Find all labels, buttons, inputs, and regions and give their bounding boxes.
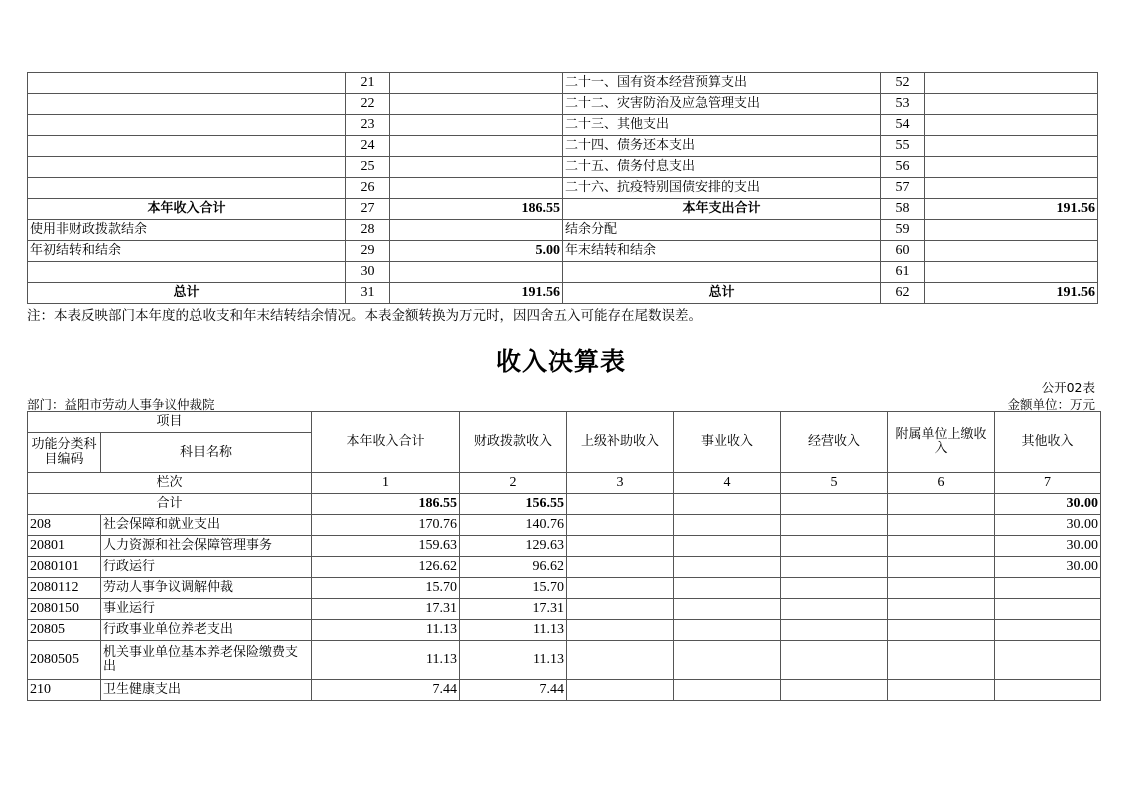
table-row: [28, 515, 1101, 536]
value-cell: [674, 680, 781, 701]
summary-cell-amount2: [925, 262, 1098, 283]
summary-cell-left: [28, 136, 346, 157]
value-cell: [781, 578, 888, 599]
summary-cell-left: 本年收入合计: [28, 199, 346, 220]
value-cell: [888, 599, 995, 620]
header-row-1: [28, 412, 1101, 433]
summary-cell-no: 28: [346, 220, 390, 241]
value-cell: [674, 536, 781, 557]
table-row: [28, 620, 1101, 641]
summary-row: [28, 178, 1098, 199]
subject-name: 机关事业单位基本养老保险缴费支出: [101, 641, 312, 680]
summary-cell-item: 年末结转和结余: [563, 241, 881, 262]
value-cell: 30.00: [995, 536, 1101, 557]
total-cell: 156.55: [460, 494, 567, 515]
summary-cell-left: 总计: [28, 283, 346, 304]
total-cell: [674, 494, 781, 515]
summary-cell-no2: 60: [881, 241, 925, 262]
value-cell: 7.44: [312, 680, 460, 701]
total-cell: [888, 494, 995, 515]
subject-name: 事业运行: [101, 599, 312, 620]
summary-cell-no2: 61: [881, 262, 925, 283]
subject-code: 2080112: [28, 578, 101, 599]
summary-cell-item: 二十二、灾害防治及应急管理支出: [563, 94, 881, 115]
summary-cell-no2: 56: [881, 157, 925, 178]
column-number: 6: [888, 473, 995, 494]
summary-cell-amount: [390, 115, 563, 136]
value-cell: [674, 599, 781, 620]
header-subject-name: 科目名称: [101, 433, 312, 473]
subject-code: 20801: [28, 536, 101, 557]
income-table-body: [28, 515, 1101, 701]
header-affiliated: 附属单位上缴收入: [888, 412, 995, 473]
header-fiscal: 财政拨款收入: [460, 412, 567, 473]
summary-cell-amount2: [925, 157, 1098, 178]
subject-name: 卫生健康支出: [101, 680, 312, 701]
column-number: 1: [312, 473, 460, 494]
subject-name: 行政运行: [101, 557, 312, 578]
value-cell: [888, 536, 995, 557]
summary-cell-amount: [390, 178, 563, 199]
summary-cell-no2: 57: [881, 178, 925, 199]
value-cell: [995, 680, 1101, 701]
summary-cell-item: 二十五、债务付息支出: [563, 157, 881, 178]
summary-cell-amount2: [925, 241, 1098, 262]
summary-cell-no2: 58: [881, 199, 925, 220]
unit-label: 金额单位：万元: [1007, 397, 1095, 412]
summary-cell-left: [28, 262, 346, 283]
column-number: 4: [674, 473, 781, 494]
value-cell: [888, 557, 995, 578]
summary-cell-amount2: 191.56: [925, 199, 1098, 220]
summary-cell-amount2: [925, 115, 1098, 136]
column-number: 3: [567, 473, 674, 494]
value-cell: [888, 641, 995, 680]
subject-code: 2080101: [28, 557, 101, 578]
header-other: 其他收入: [995, 412, 1101, 473]
summary-cell-amount: [390, 136, 563, 157]
summary-cell-amount: [390, 220, 563, 241]
subject-name: 劳动人事争议调解仲裁: [101, 578, 312, 599]
summary-cell-amount: 191.56: [390, 283, 563, 304]
value-cell: [567, 599, 674, 620]
summary-cell-left: 使用非财政拨款结余: [28, 220, 346, 241]
value-cell: 7.44: [460, 680, 567, 701]
value-cell: [995, 620, 1101, 641]
header-business: 事业收入: [674, 412, 781, 473]
value-cell: [995, 599, 1101, 620]
summary-cell-amount: 5.00: [390, 241, 563, 262]
value-cell: [674, 620, 781, 641]
value-cell: 11.13: [460, 620, 567, 641]
value-cell: [995, 641, 1101, 680]
subject-name: 社会保障和就业支出: [101, 515, 312, 536]
summary-cell-left: [28, 115, 346, 136]
summary-row: [28, 73, 1098, 94]
summary-table: [27, 72, 1098, 304]
income-table: [27, 411, 1101, 701]
summary-cell-no: 31: [346, 283, 390, 304]
summary-cell-amount2: [925, 73, 1098, 94]
table-row: [28, 641, 1101, 680]
total-label: 合计: [28, 494, 312, 515]
column-number: 2: [460, 473, 567, 494]
subject-name: 行政事业单位养老支出: [101, 620, 312, 641]
summary-row: [28, 283, 1098, 304]
subject-code: 208: [28, 515, 101, 536]
subject-code: 20805: [28, 620, 101, 641]
summary-table-body: [28, 73, 1098, 304]
value-cell: 126.62: [312, 557, 460, 578]
table-row: [28, 536, 1101, 557]
table-note: 注：本表反映部门本年度的总收支和年末结转结余情况。本表金额转换为万元时，因四舍五入可能存在尾数误差。: [27, 308, 702, 324]
value-cell: [888, 620, 995, 641]
summary-cell-no2: 55: [881, 136, 925, 157]
value-cell: 140.76: [460, 515, 567, 536]
total-cell: [567, 494, 674, 515]
table-row: [28, 599, 1101, 620]
value-cell: 11.13: [460, 641, 567, 680]
value-cell: 17.31: [460, 599, 567, 620]
value-cell: [781, 641, 888, 680]
summary-cell-no: 29: [346, 241, 390, 262]
summary-cell-amount2: 191.56: [925, 283, 1098, 304]
summary-row: [28, 115, 1098, 136]
summary-cell-no: 23: [346, 115, 390, 136]
value-cell: [567, 536, 674, 557]
header-operating: 经营收入: [781, 412, 888, 473]
summary-cell-no: 21: [346, 73, 390, 94]
value-cell: 15.70: [460, 578, 567, 599]
value-cell: [674, 515, 781, 536]
summary-cell-item: 结余分配: [563, 220, 881, 241]
summary-row: [28, 262, 1098, 283]
value-cell: [781, 557, 888, 578]
summary-cell-left: [28, 73, 346, 94]
column-number-row: [28, 473, 1101, 494]
column-number: 5: [781, 473, 888, 494]
page-title: 收入决算表: [495, 347, 626, 376]
value-cell: 129.63: [460, 536, 567, 557]
total-cell: 30.00: [995, 494, 1101, 515]
value-cell: [781, 680, 888, 701]
value-cell: [888, 680, 995, 701]
value-cell: 170.76: [312, 515, 460, 536]
value-cell: 30.00: [995, 557, 1101, 578]
value-cell: 11.13: [312, 641, 460, 680]
summary-cell-item: [563, 262, 881, 283]
summary-cell-item: 二十六、抗疫特别国债安排的支出: [563, 178, 881, 199]
summary-cell-no: 25: [346, 157, 390, 178]
summary-cell-amount: [390, 94, 563, 115]
value-cell: 11.13: [312, 620, 460, 641]
subject-code: 2080505: [28, 641, 101, 680]
header-func-code: 功能分类科目编码: [28, 433, 101, 473]
summary-cell-item: 二十三、其他支出: [563, 115, 881, 136]
summary-cell-no2: 54: [881, 115, 925, 136]
value-cell: [888, 515, 995, 536]
value-cell: 159.63: [312, 536, 460, 557]
summary-cell-no2: 53: [881, 94, 925, 115]
summary-row: [28, 136, 1098, 157]
value-cell: [567, 680, 674, 701]
value-cell: 96.62: [460, 557, 567, 578]
summary-cell-item: 总计: [563, 283, 881, 304]
table-tag: 公开02表: [1041, 380, 1095, 395]
value-cell: [781, 599, 888, 620]
total-cell: [781, 494, 888, 515]
value-cell: [674, 557, 781, 578]
summary-cell-amount: [390, 73, 563, 94]
summary-cell-amount2: [925, 220, 1098, 241]
subject-name: 人力资源和社会保障管理事务: [101, 536, 312, 557]
department-label: 部门：益阳市劳动人事争议仲裁院: [27, 397, 215, 412]
summary-row: [28, 199, 1098, 220]
value-cell: [781, 536, 888, 557]
summary-cell-no2: 59: [881, 220, 925, 241]
summary-cell-no: 22: [346, 94, 390, 115]
subject-code: 2080150: [28, 599, 101, 620]
column-number: 7: [995, 473, 1101, 494]
value-cell: 17.31: [312, 599, 460, 620]
total-row: [28, 494, 1101, 515]
total-cell: 186.55: [312, 494, 460, 515]
summary-row: [28, 157, 1098, 178]
summary-cell-no: 26: [346, 178, 390, 199]
column-number-label: 栏次: [28, 473, 312, 494]
summary-cell-item: 二十四、债务还本支出: [563, 136, 881, 157]
value-cell: [674, 578, 781, 599]
summary-cell-left: [28, 157, 346, 178]
table-row: [28, 557, 1101, 578]
value-cell: [567, 515, 674, 536]
header-project: 项目: [28, 412, 312, 433]
subject-code: 210: [28, 680, 101, 701]
value-cell: [995, 578, 1101, 599]
summary-cell-amount2: [925, 94, 1098, 115]
summary-cell-item: 本年支出合计: [563, 199, 881, 220]
summary-cell-amount: [390, 157, 563, 178]
summary-cell-no2: 62: [881, 283, 925, 304]
summary-cell-no2: 52: [881, 73, 925, 94]
header-superior: 上级补助收入: [567, 412, 674, 473]
summary-cell-no: 24: [346, 136, 390, 157]
value-cell: [567, 557, 674, 578]
summary-cell-left: 年初结转和结余: [28, 241, 346, 262]
summary-row: [28, 241, 1098, 262]
summary-cell-no: 27: [346, 199, 390, 220]
header-total: 本年收入合计: [312, 412, 460, 473]
summary-cell-no: 30: [346, 262, 390, 283]
table-row: [28, 680, 1101, 701]
summary-cell-left: [28, 94, 346, 115]
value-cell: [674, 641, 781, 680]
value-cell: [888, 578, 995, 599]
summary-cell-amount: 186.55: [390, 199, 563, 220]
summary-row: [28, 220, 1098, 241]
summary-cell-item: 二十一、国有资本经营预算支出: [563, 73, 881, 94]
summary-cell-amount2: [925, 178, 1098, 199]
value-cell: [567, 620, 674, 641]
value-cell: 15.70: [312, 578, 460, 599]
summary-cell-left: [28, 178, 346, 199]
summary-cell-amount: [390, 262, 563, 283]
value-cell: [567, 578, 674, 599]
value-cell: [781, 515, 888, 536]
summary-row: [28, 94, 1098, 115]
value-cell: [567, 641, 674, 680]
table-row: [28, 578, 1101, 599]
value-cell: [781, 620, 888, 641]
summary-cell-amount2: [925, 136, 1098, 157]
value-cell: 30.00: [995, 515, 1101, 536]
